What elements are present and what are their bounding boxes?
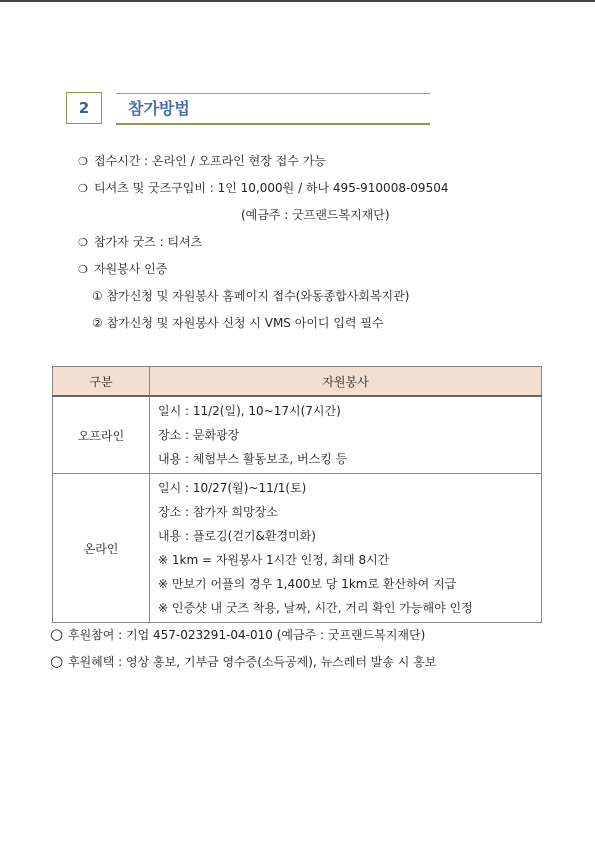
section-rule-bottom	[116, 123, 430, 125]
row-line: ※ 만보기 어플의 경우 1,400보 당 1km로 환산하여 지급	[158, 577, 457, 591]
row-line: 장소 : 문화광장	[158, 428, 240, 442]
table-header: 자원봉사	[150, 367, 542, 397]
circle-bullet-icon: ❍	[78, 263, 88, 276]
row-line: 장소 : 참가자 희망장소	[158, 505, 278, 519]
circle-bullet-icon: ○	[50, 625, 64, 643]
row-line: 일시 : 11/2(일), 10~17시(7시간)	[158, 404, 341, 418]
row-line: ※ 1km = 자원봉사 1시간 인정, 최대 8시간	[158, 553, 390, 567]
row-line: ※ 인증샷 내 굿즈 착용, 날짜, 시간, 거리 확인 가능해야 인정	[158, 601, 473, 615]
row-category: 온라인	[53, 474, 150, 623]
section-header	[66, 92, 430, 126]
bullet-goods: ❍ 참가자 굿즈 : 티셔츠	[78, 235, 203, 249]
row-content	[150, 474, 542, 623]
table-header-row	[53, 367, 542, 397]
top-rule	[0, 0, 595, 2]
bullet-volunteer: ❍ 자원봉사 인증	[78, 262, 168, 276]
volunteer-item-2: ② 참가신청 및 자원봉사 신청 시 VMS 아이디 입력 필수	[92, 316, 384, 330]
bullet-fee: ❍ 티셔츠 및 굿즈구입비 : 1인 10,000원 / 하나 495-910008-09504	[78, 181, 449, 195]
row-line: 내용 : 체험부스 활동보조, 버스킹 등	[158, 452, 348, 466]
sponsor-participation: ○ 후원참여 : 기업 457-023291-04-010 (예금주 : 굿프랜드복지재단)	[50, 625, 426, 643]
table-row	[53, 396, 542, 474]
circle-bullet-icon: ❍	[78, 236, 88, 249]
table-row	[53, 474, 542, 623]
section-rule-top	[116, 93, 430, 94]
fee-holder: (예금주 : 굿프랜드복지재단)	[241, 208, 390, 222]
row-category: 오프라인	[53, 396, 150, 474]
row-line: 내용 : 플로깅(걷기&환경미화)	[158, 529, 316, 543]
row-line: 일시 : 10/27(월)~11/1(토)	[158, 481, 307, 495]
circle-bullet-icon: ❍	[78, 155, 88, 168]
sponsor-benefits: ○ 후원혜택 : 영상 홍보, 기부금 영수증(소득공제), 뉴스레터 발송 시 홍보	[50, 652, 437, 670]
table-header: 구분	[53, 367, 150, 397]
volunteer-item-1: ① 참가신청 및 자원봉사 홈페이지 접수(와동종합사회복지관)	[92, 289, 410, 303]
bullet-reception: ❍ 접수시간 : 온라인 / 오프라인 현장 접수 가능	[78, 154, 326, 168]
volunteer-table	[52, 366, 542, 623]
circle-bullet-icon: ○	[50, 652, 64, 670]
section-title: 참가방법	[128, 99, 190, 118]
circle-bullet-icon: ❍	[78, 182, 88, 195]
row-content	[150, 396, 542, 474]
section-number: 2	[66, 92, 102, 124]
